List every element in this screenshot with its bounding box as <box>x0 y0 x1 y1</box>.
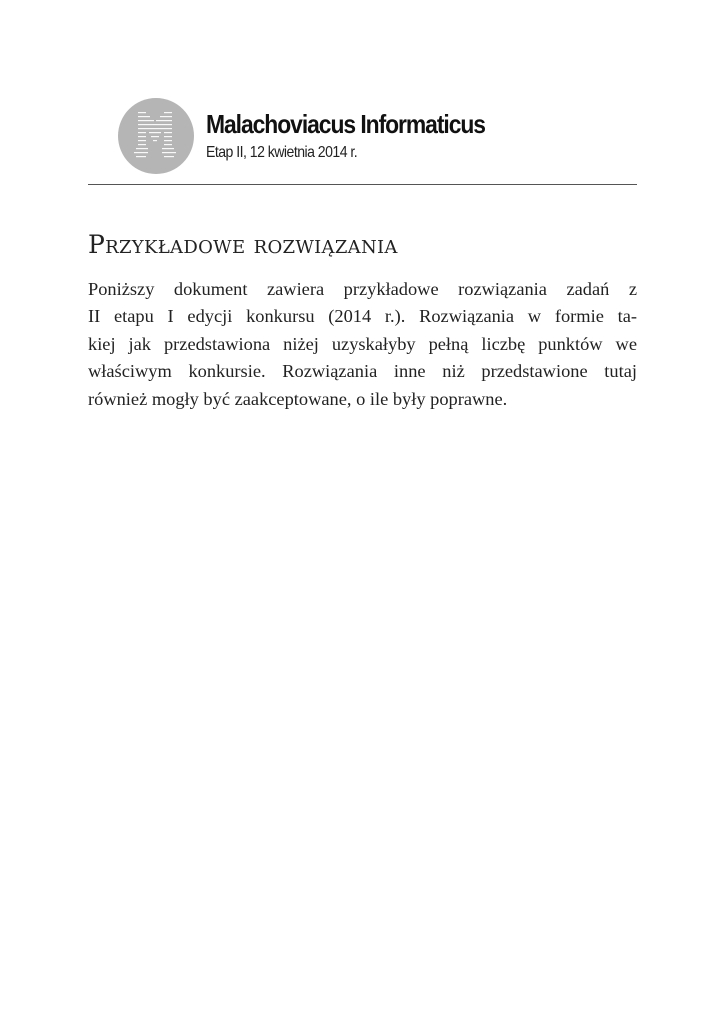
header-divider <box>88 184 637 185</box>
contest-title: Malachoviacus Informaticus <box>206 109 485 139</box>
logo-glyph-pattern-icon <box>118 98 194 174</box>
paragraph-line: również mogły być zaakceptowane, o ile były poprawne. <box>88 388 508 409</box>
header-text-block <box>206 109 523 163</box>
paragraph-line: właściwym konkursie. Rozwiązania inne niż przedstawione tutaj <box>88 361 637 382</box>
malachoviacus-logo-icon <box>118 98 194 174</box>
section-heading: Przykładowe rozwiązania <box>88 230 398 259</box>
intro-paragraph <box>88 276 637 413</box>
paragraph-line: Poniższy dokument zawiera przykładowe rozwiązania zadań z <box>88 279 637 299</box>
contest-subtitle: Etap II, 12 kwietnia 2014 r. <box>206 144 358 161</box>
paragraph-line: kiej jak przedstawiona niżej uzyskałyby pełną liczbę punktów we <box>88 333 637 354</box>
paragraph-line: II etapu I edycji konkursu (2014 r.). Rozwiązania w formie ta- <box>88 306 637 327</box>
document-header <box>118 98 523 174</box>
